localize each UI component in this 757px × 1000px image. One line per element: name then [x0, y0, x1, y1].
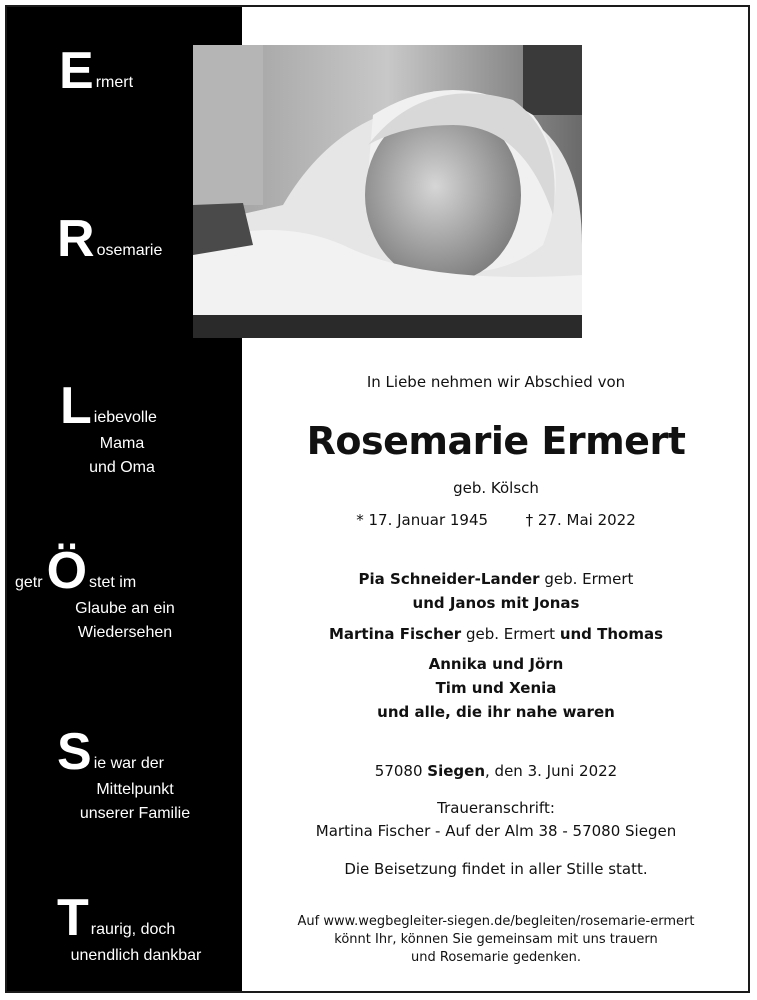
address: Martina Fischer - Auf der Alm 38 - 57080 Siegen	[315, 822, 677, 840]
mourner-name: und alle, die ihr nahe waren	[377, 703, 615, 721]
acrostic-line: unserer Familie	[79, 805, 191, 822]
acrostic-word: ie war der	[93, 755, 164, 772]
mourner-note: geb. Ermert	[461, 625, 560, 643]
acrostic-word: stet im	[89, 574, 137, 591]
acrostic-word: iebevolle	[93, 409, 157, 426]
burial-note: Die Beisetzung findet in aller Stille statt.	[344, 860, 648, 878]
online-line-2: könnt Ihr, können Sie gemeinsam mit uns trauern	[334, 932, 658, 947]
acrostic-letter: T	[57, 889, 89, 947]
portrait-photo	[193, 45, 582, 338]
online-line-1: Auf www.wegbegleiter-siegen.de/begleiten/rosemarie-ermert	[297, 914, 695, 929]
acrostic-t	[57, 889, 227, 968]
acrostic-l	[60, 377, 200, 480]
acrostic-line: unendlich dankbar	[70, 947, 202, 964]
acrostic-letter: S	[57, 723, 92, 781]
acrostic-word: rmert	[95, 74, 134, 91]
acrostic-prefix: getr	[15, 574, 43, 591]
family-line-2	[242, 594, 750, 612]
acrostic-s	[57, 723, 217, 826]
mourner-name: und Thomas	[559, 625, 664, 643]
family-line-4	[242, 655, 750, 673]
address-label: Traueranschrift:	[437, 799, 555, 817]
intro-text: In Liebe nehmen wir Abschied von	[366, 373, 626, 391]
acrostic-letter: R	[57, 210, 95, 268]
acrostic-line: Mama	[99, 435, 145, 452]
life-dates	[242, 511, 750, 529]
family-line-1	[242, 570, 750, 588]
acrostic-letter: Ö	[46, 542, 88, 600]
family-line-6	[242, 703, 750, 721]
place-date	[242, 762, 750, 780]
online-line-3: und Rosemarie gedenken.	[411, 950, 581, 965]
birth-date: * 17. Januar 1945	[356, 511, 489, 529]
acrostic-line: Mittelpunkt	[96, 781, 174, 798]
birth-name: geb. Kölsch	[453, 479, 539, 497]
mourner-note: geb. Ermert	[539, 570, 634, 588]
death-date: † 27. Mai 2022	[525, 511, 636, 529]
family-line-3	[242, 625, 750, 643]
acrostic-line: Glaube an ein	[75, 600, 175, 617]
acrostic-oe	[15, 542, 215, 645]
acrostic-line: und Oma	[89, 459, 155, 476]
mourner-name: Martina Fischer	[328, 625, 462, 643]
acrostic-word: raurig, doch	[90, 921, 176, 938]
mourner-name: Annika und Jörn	[428, 655, 564, 673]
date: , den 3. Juni 2022	[485, 762, 618, 780]
acrostic-r	[57, 210, 163, 268]
deceased-name: Rosemarie Ermert	[306, 419, 686, 463]
acrostic-word: osemarie	[96, 242, 163, 259]
mourner-name: Tim und Xenia	[435, 679, 557, 697]
mourner-name: Pia Schneider-Lander	[358, 570, 540, 588]
mourner-name: und Janos mit Jonas	[412, 594, 580, 612]
acrostic-line: Wiedersehen	[77, 624, 173, 641]
obituary-frame	[5, 5, 750, 993]
acrostic-e	[59, 42, 134, 100]
acrostic-letter: L	[60, 377, 92, 435]
family-line-5	[242, 679, 750, 697]
acrostic-letter: E	[59, 42, 94, 100]
city: Siegen	[427, 762, 486, 780]
postal-code: 57080	[374, 762, 428, 780]
